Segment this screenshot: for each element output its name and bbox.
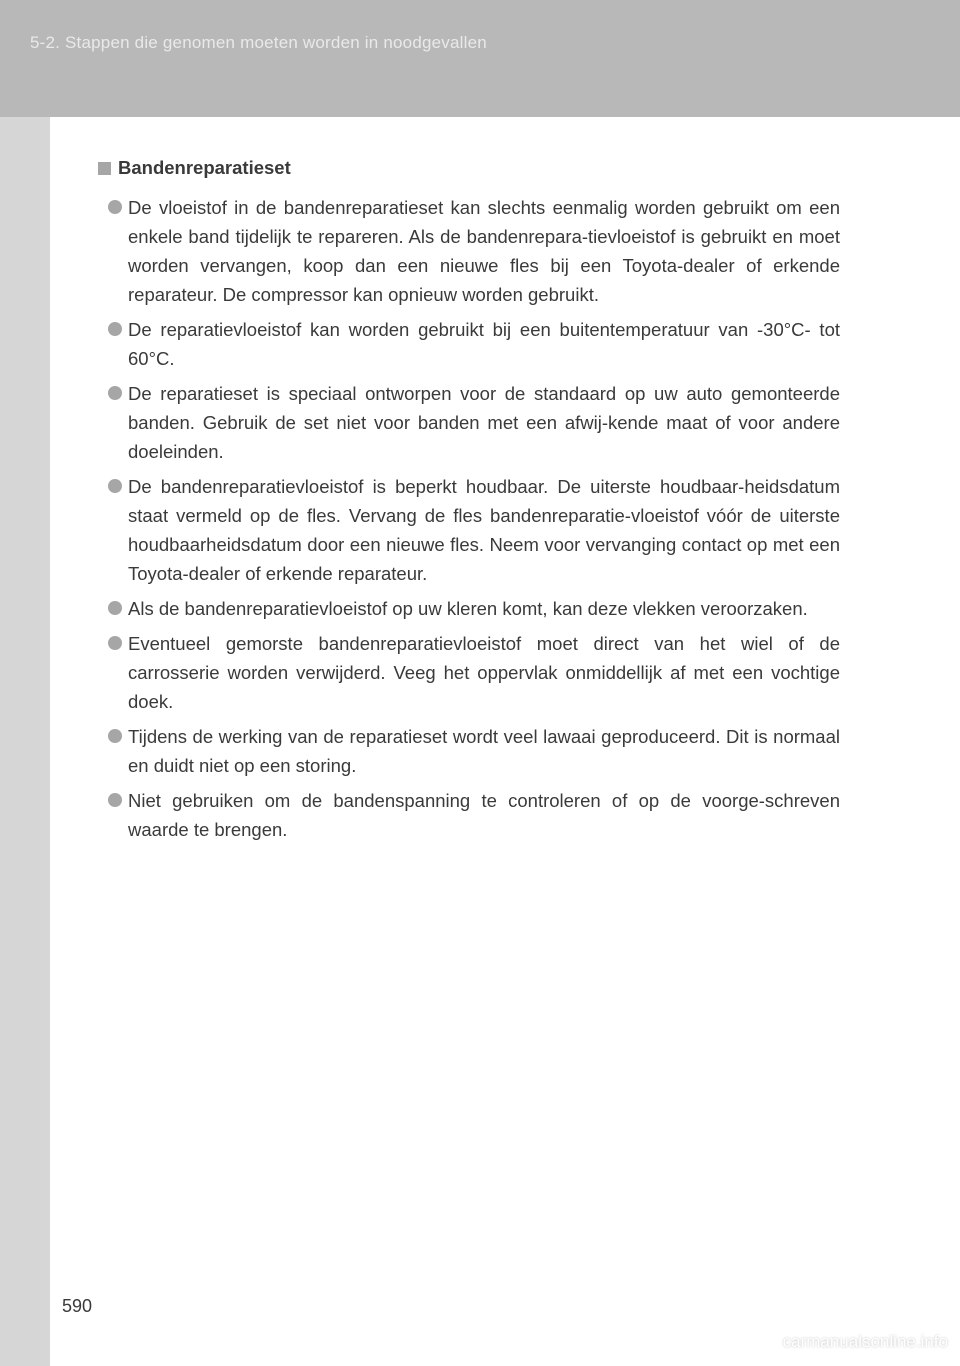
- list-item-text: Niet gebruiken om de bandenspanning te controleren of op de voorge-schreven waarde te brengen.: [128, 790, 840, 840]
- list-item: [98, 193, 840, 309]
- list-item-text: De vloeistof in de bandenreparatieset kan slechts eenmalig worden gebruikt om een enkele band tijdelijk te repareren. Als de bandenrepara-tievloeistof is gebruikt en moet worden vervangen, koop dan een nieuwe fles bij een Toyota-dealer of erkende reparateur. De compressor kan opnieuw worden gebruikt.: [128, 197, 840, 305]
- list-item-text: De bandenreparatievloeistof is beperkt houdbaar. De uiterste houdbaar-heidsdatum staat vermeld op de fles. Vervang de fles bandenreparatie-vloeistof vóór de uiterste houdbaarheidsdatum door een nieuwe fles. Neem voor vervanging contact op met een Toyota-dealer of erkende reparateur.: [128, 476, 840, 584]
- list-item: [98, 629, 840, 716]
- circle-bullet-icon: [108, 793, 122, 807]
- bullet-list: [98, 193, 840, 844]
- circle-bullet-icon: [108, 200, 122, 214]
- watermark-text: carmanualsonline.info: [782, 1332, 948, 1351]
- header-band: [0, 0, 960, 117]
- list-item-text: De reparatieset is speciaal ontworpen voor de standaard op uw auto gemonteerde banden. Gebruik de set niet voor banden met een afwij-kende maat of voor andere doeleinden.: [128, 383, 840, 462]
- list-item-text: Tijdens de werking van de reparatieset wordt veel lawaai geproduceerd. Dit is normaal en duidt niet op een storing.: [128, 726, 840, 776]
- list-item: [98, 379, 840, 466]
- page-number: 590: [62, 1296, 93, 1316]
- circle-bullet-icon: [108, 386, 122, 400]
- list-item: [98, 786, 840, 844]
- circle-bullet-icon: [108, 729, 122, 743]
- section-heading: [98, 152, 840, 184]
- section-header-title: 5-2. Stappen die genomen moeten worden in noodgevallen: [30, 33, 487, 52]
- square-bullet-icon: [98, 162, 111, 175]
- list-item: [98, 472, 840, 588]
- list-item: [98, 315, 840, 373]
- list-item-text: Als de bandenreparatievloeistof op uw kleren komt, kan deze vlekken veroorzaken.: [128, 598, 808, 619]
- circle-bullet-icon: [108, 636, 122, 650]
- circle-bullet-icon: [108, 479, 122, 493]
- circle-bullet-icon: [108, 322, 122, 336]
- list-item-text: De reparatievloeistof kan worden gebruikt bij een buitentemperatuur van -30°C- tot 60°C.: [128, 319, 840, 369]
- list-item-text: Eventueel gemorste bandenreparatievloeistof moet direct van het wiel of de carrosserie worden verwijderd. Veeg het oppervlak onmiddellijk af met een vochtige doek.: [128, 633, 840, 712]
- list-item: [98, 594, 840, 623]
- list-item: [98, 722, 840, 780]
- circle-bullet-icon: [108, 601, 122, 615]
- content-area: [98, 152, 840, 850]
- section-heading-text: Bandenreparatieset: [118, 157, 291, 178]
